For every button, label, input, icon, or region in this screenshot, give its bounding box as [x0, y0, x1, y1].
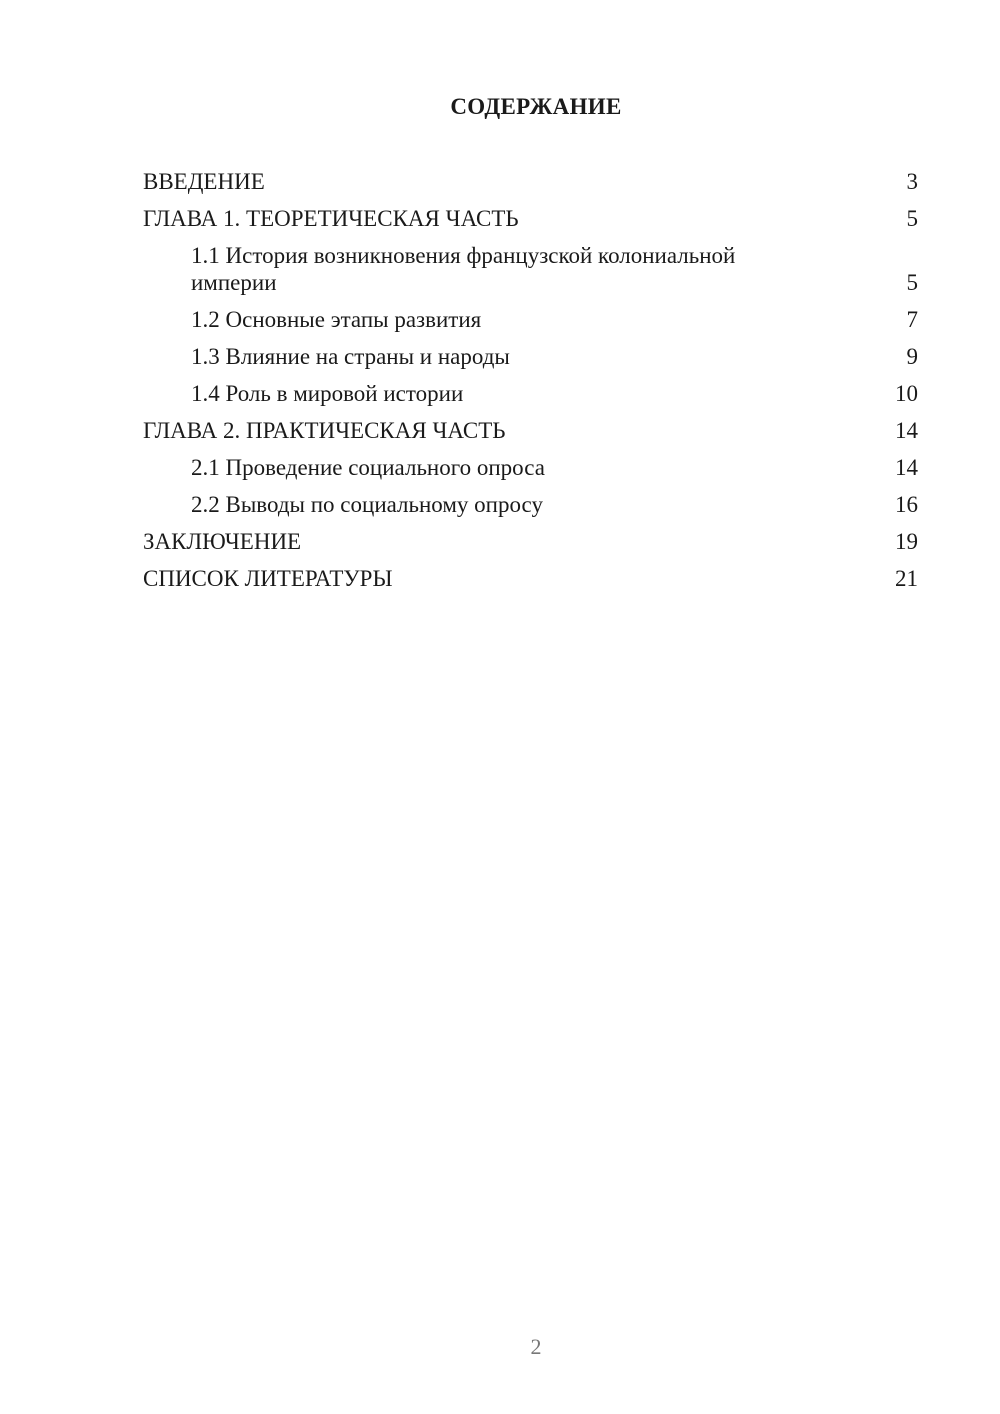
toc-entry-label: 2.1 Проведение социального опроса [191, 455, 545, 480]
toc-entry-bibliography [143, 565, 918, 592]
toc-entry-page: 21 [895, 566, 918, 591]
toc-entry-page: 3 [906, 169, 918, 194]
toc-entry-section-1-1 [143, 242, 918, 296]
toc-entry-section-1-3 [143, 343, 918, 370]
toc-entry-section-2-2 [143, 491, 918, 518]
toc-entry-page: 14 [895, 418, 918, 443]
toc-entry-section-1-4 [143, 380, 918, 407]
page-number: 2 [530, 1334, 542, 1359]
toc-entry-conclusion [143, 528, 918, 555]
toc-entry-label: ГЛАВА 1. ТЕОРЕТИЧЕСКАЯ ЧАСТЬ [143, 206, 519, 231]
toc-entry-page: 16 [895, 492, 918, 517]
toc-entry-chapter-2 [143, 417, 918, 444]
toc-entry-page: 7 [906, 307, 918, 332]
toc-entry-label: 1.3 Влияние на страны и народы [191, 344, 510, 369]
toc-entry-page: 5 [906, 270, 918, 295]
toc-entry-introduction [143, 168, 918, 195]
toc-entry-page: 14 [895, 455, 918, 480]
toc-entry-page: 9 [906, 344, 918, 369]
toc-entry-section-1-2 [143, 306, 918, 333]
toc-entry-label: 1.2 Основные этапы развития [191, 307, 482, 332]
toc-entry-label: 1.1 История возникновения французской колониальной империи [191, 243, 736, 295]
toc-entry-label: 1.4 Роль в мировой истории [191, 381, 464, 406]
toc-entry-page: 10 [895, 381, 918, 406]
table-of-contents [143, 168, 918, 602]
page-title: СОДЕРЖАНИЕ [450, 94, 622, 119]
toc-entry-page: 5 [906, 206, 918, 231]
toc-entry-label: ВВЕДЕНИЕ [143, 169, 265, 194]
toc-entry-label: ГЛАВА 2. ПРАКТИЧЕСКАЯ ЧАСТЬ [143, 418, 506, 443]
toc-entry-label: СПИСОК ЛИТЕРАТУРЫ [143, 566, 393, 591]
toc-entry-section-2-1 [143, 454, 918, 481]
toc-entry-label: 2.2 Выводы по социальному опросу [191, 492, 543, 517]
toc-entry-chapter-1 [143, 205, 918, 232]
toc-entry-page: 19 [895, 529, 918, 554]
toc-entry-label: ЗАКЛЮЧЕНИЕ [143, 529, 302, 554]
